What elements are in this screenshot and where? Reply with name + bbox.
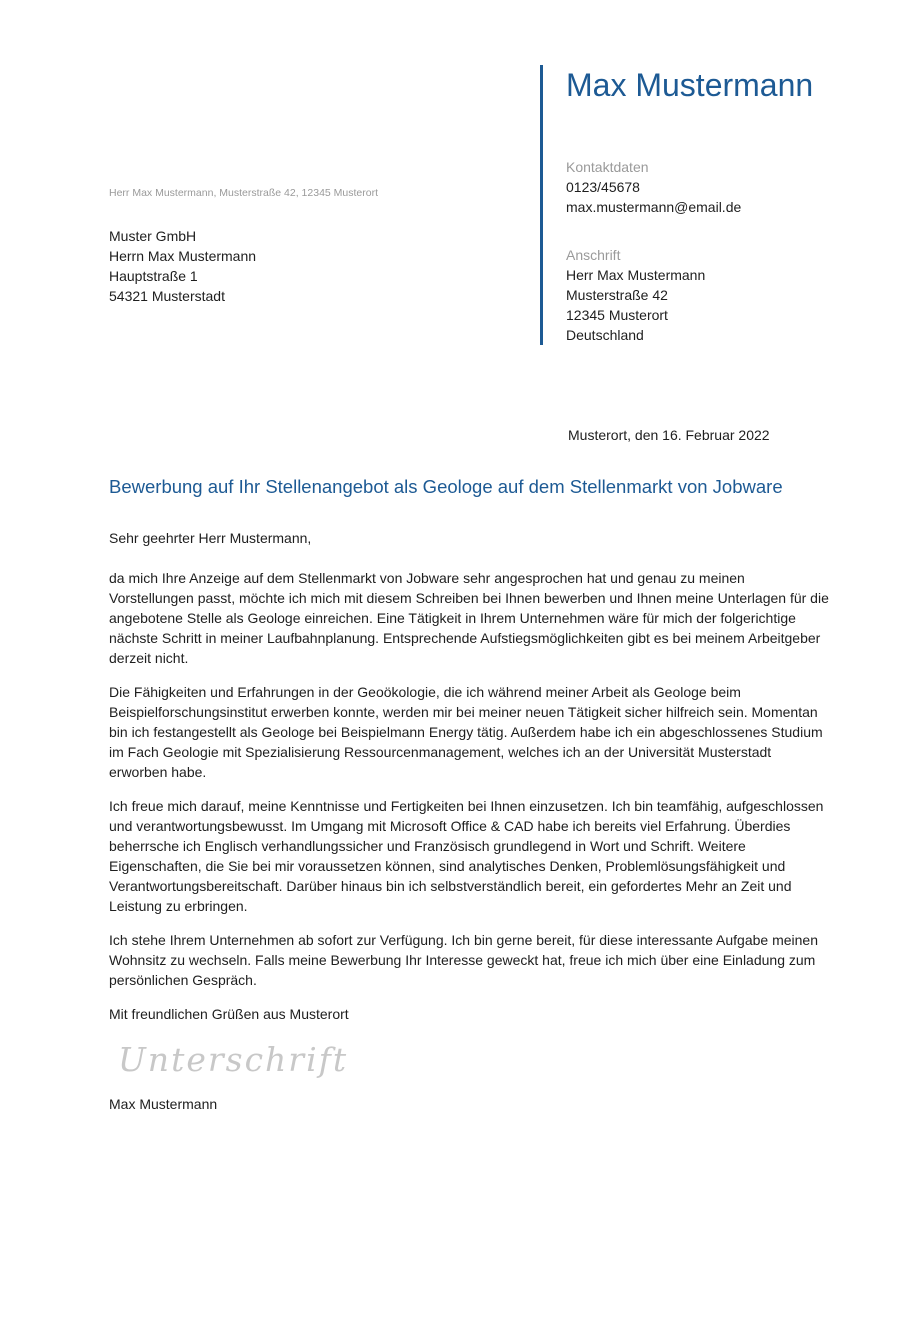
letter-body: [109, 528, 829, 1038]
closing: Mit freundlichen Grüßen aus Musterort: [109, 1006, 349, 1022]
sender-return-address: Herr Max Mustermann, Musterstraße 42, 12345 Musterort: [109, 187, 379, 199]
address-label: Anschrift: [566, 247, 621, 263]
contact-phone: 0123/45678: [566, 179, 640, 195]
contact-block: [566, 157, 741, 217]
signer-name: Max Mustermann: [109, 1096, 218, 1112]
address-line: Musterstraße 42: [566, 287, 668, 303]
body-paragraph: Die Fähigkeiten und Erfahrungen in der Geoökologie, die ich während meiner Arbeit als Geologe beim Beispielforschungsinstitut erwerben konnte, werden mir bei meiner neuen Tätigkeit sicher hilfreich sein. Momentan bin ich festangestellt als Geologe bei Beispielmann Energy tätig. Außerdem habe ich ein abgeschlossenes Studium im Fach Geologie mit Spezialisierung Ressourcenmanagement, welches ich an der Universität Musterstadt erworben habe.: [109, 684, 823, 780]
address-block: [566, 245, 705, 345]
recipient-line: 54321 Musterstadt: [109, 288, 225, 304]
contact-email: max.mustermann@email.de: [566, 199, 742, 215]
sidebar-accent-rule: [540, 65, 543, 345]
letter-date: Musterort, den 16. Februar 2022: [568, 427, 770, 443]
contact-label: Kontaktdaten: [566, 159, 649, 175]
recipient-line: Hauptstraße 1: [109, 268, 198, 284]
address-line: Herr Max Mustermann: [566, 267, 706, 283]
applicant-name-heading: Max Mustermann: [566, 67, 814, 103]
address-line: Deutschland: [566, 327, 644, 343]
salutation: Sehr geehrter Herr Mustermann,: [109, 530, 312, 546]
body-paragraph: Ich stehe Ihrem Unternehmen ab sofort zur Verfügung. Ich bin gerne bereit, für diese interessante Aufgabe meinen Wohnsitz zu wechseln. Falls meine Bewerbung Ihr Interesse geweckt hat, freue ich mich über eine Einladung zum persönlichen Gespräch.: [109, 932, 818, 988]
recipient-line: Muster GmbH: [109, 228, 197, 244]
body-paragraph: Ich freue mich darauf, meine Kenntnisse und Fertigkeiten bei Ihnen einzusetzen. Ich bin teamfähig, aufgeschlossen und verantwortungsbewusst. Im Umgang mit Microsoft Office & CAD habe ich bereits viel Erfahrung. Überdies beherrsche ich Englisch verhandlungssicher und Französisch grundlegend in Wort und Schrift. Weitere Eigenschaften, die Sie bei mir voraussetzen können, sind analytisches Denken, Problemlösungsfähigkeit und Verantwortungsbereitschaft. Darüber hinaus bin ich selbstverständlich bereit, ein gefordertes Mehr an Zeit und Leistung zu erbringen.: [109, 798, 824, 914]
recipient-address: [109, 226, 256, 306]
signature-placeholder: Unterschrift: [118, 1040, 349, 1079]
letter-subject: Bewerbung auf Ihr Stellenangebot als Geologe auf dem Stellenmarkt von Jobware: [109, 476, 783, 497]
body-paragraph: da mich Ihre Anzeige auf dem Stellenmarkt von Jobware sehr angesprochen hat und genau zu meinen Vorstellungen passt, möchte ich mich mit diesem Schreiben bei Ihnen bewerben und Ihnen meine Unterlagen für die angebotene Stelle als Geologe einreichen. Eine Tätigkeit in Ihrem Unternehmen wäre für mich der folgerichtige nächste Schritt in meiner Laufbahnplanung. Entsprechende Aufstiegsmöglichkeiten gibt es bei meinem Arbeitgeber derzeit nicht.: [109, 570, 829, 666]
address-line: 12345 Musterort: [566, 307, 668, 323]
recipient-line: Herrn Max Mustermann: [109, 248, 257, 264]
